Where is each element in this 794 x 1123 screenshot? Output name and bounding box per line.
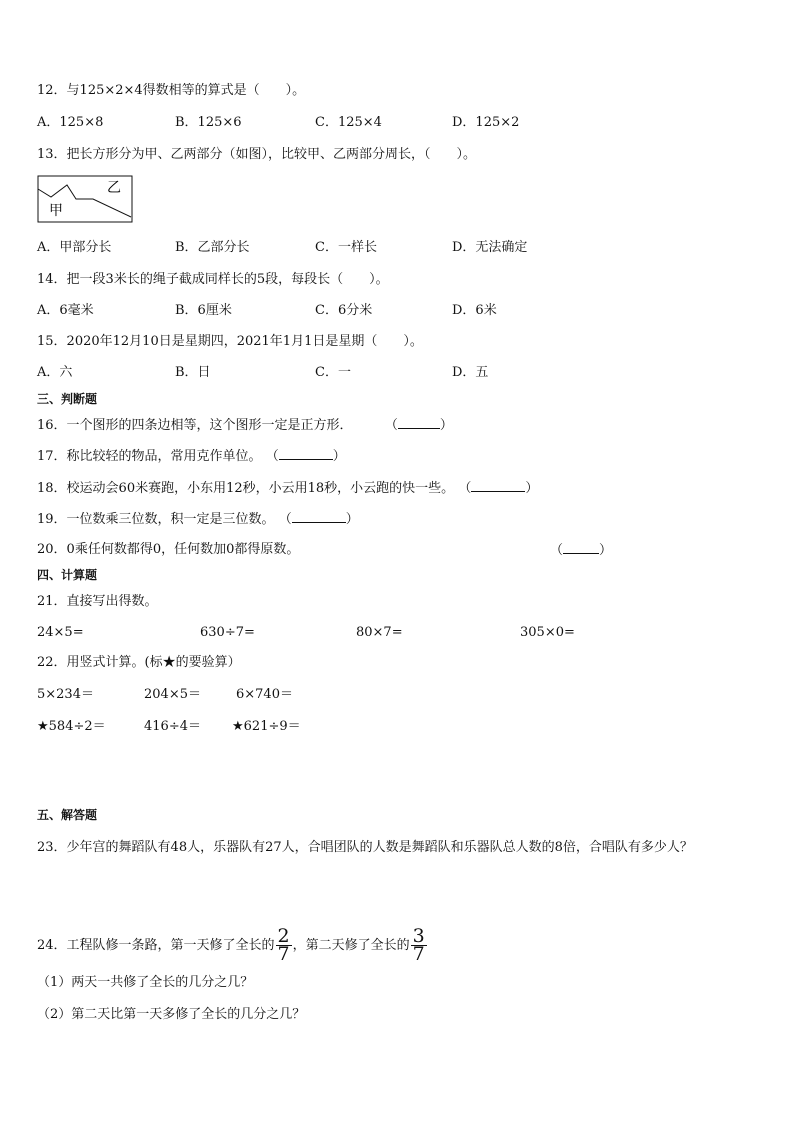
- fraction-three-sevenths: [411, 925, 427, 965]
- section-heading-calculation: 四、计算题: [37, 568, 98, 582]
- q19-paren-close: ）: [345, 512, 359, 527]
- question-15: 15．2020年12月10日是星期四，2021年1月1日是星期（ ）。: [37, 334, 423, 349]
- q22-row1-item-2: 204×5＝: [144, 687, 201, 702]
- fraction-1-denominator: 7: [277, 943, 290, 965]
- q21-item-4: 305×0=: [520, 625, 575, 640]
- q13-option-a: A．甲部分长: [37, 240, 112, 255]
- q16-stem: 16．一个图形的四条边相等，这个图形一定是正方形．: [37, 418, 353, 433]
- q24-subquestion-1: （1）两天一共修了全长的几分之几？: [37, 975, 254, 990]
- q18-stem: 18．校运动会60米赛跑，小东用12秒，小云用18秒，小云跑的快一些。: [37, 481, 455, 496]
- q14-option-c: C．6分米: [315, 303, 373, 318]
- question-18: [37, 480, 538, 497]
- question-17: [37, 448, 346, 465]
- q14-option-b: B．6厘米: [175, 303, 232, 318]
- q22-row2-item-2: 416÷4＝: [144, 719, 201, 734]
- question-21: 21．直接写出得数。: [37, 594, 158, 609]
- figure-label-yi: 乙: [107, 180, 121, 196]
- question-19: [37, 511, 359, 528]
- q22-row2-item-3: ★621÷9＝: [232, 719, 301, 734]
- question-13: 13．把长方形分为甲、乙两部分（如图），比较甲、乙两部分周长，（ ）。: [37, 147, 477, 162]
- q16-answer-blank: [398, 417, 440, 429]
- q17-paren-close: ）: [332, 449, 346, 464]
- rectangle-figure: [37, 175, 133, 227]
- figure-label-jia: 甲: [49, 203, 63, 219]
- q12-option-a: A．125×8: [37, 115, 104, 130]
- q24-stem-part-1: 24．工程队修一条路，第一天修了全长的: [37, 938, 275, 953]
- question-24: [37, 925, 428, 965]
- q15-option-a: A．六: [37, 365, 73, 380]
- fraction-2-denominator: 7: [412, 943, 425, 965]
- q15-option-c: C．一: [315, 365, 351, 380]
- q22-row1-item-3: 6×740＝: [236, 687, 293, 702]
- q24-stem-part-2: ，第二天修了全长的: [292, 938, 410, 953]
- section-heading-word-problems: 五、解答题: [37, 808, 98, 822]
- fraction-two-sevenths: [276, 925, 292, 965]
- q24-subquestion-2: （2）第二天比第一天多修了全长的几分之几？: [37, 1007, 306, 1022]
- q17-answer-blank: [279, 448, 333, 460]
- q18-answer-blank: [471, 480, 525, 492]
- q18-paren-open: （: [458, 481, 472, 496]
- q13-option-c: C．一样长: [315, 240, 377, 255]
- q20-paren-open: （: [550, 543, 564, 558]
- question-22: 22．用竖式计算。(标★的要验算）: [37, 655, 241, 670]
- question-20: 20．0乘任何数都得0，任何数加0都得原数。: [37, 542, 300, 557]
- q19-stem: 19．一位数乘三位数，积一定是三位数。: [37, 512, 275, 527]
- q18-paren-close: ）: [525, 481, 539, 496]
- q19-answer-blank: [292, 511, 346, 523]
- question-23: 23．少年宫的舞蹈队有48人，乐器队有27人，合唱团队的人数是舞蹈队和乐器队总人数的8倍，合唱队有多少人？: [37, 840, 693, 855]
- q14-option-a: A．6毫米: [37, 303, 94, 318]
- q22-row1-item-1: 5×234＝: [37, 687, 94, 702]
- q21-item-2: 630÷7=: [200, 625, 255, 640]
- q15-option-b: B．日: [175, 365, 211, 380]
- fraction-1-numerator: 2: [277, 925, 290, 947]
- question-12: 12．与125×2×4得数相等的算式是（ ）。: [37, 83, 306, 98]
- q15-option-d: D．五: [452, 365, 489, 380]
- fraction-2-numerator: 3: [412, 925, 425, 947]
- question-14: 14．把一段3米长的绳子截成同样长的5段，每段长（ ）。: [37, 272, 389, 287]
- q16-paren-open: （: [384, 418, 398, 433]
- q21-item-1: 24×5=: [37, 625, 84, 640]
- q17-paren-open: （: [265, 449, 279, 464]
- q12-option-c: C．125×4: [315, 115, 382, 130]
- q19-paren-open: （: [278, 512, 292, 527]
- section-heading-judgement: 三、判断题: [37, 392, 98, 406]
- q13-option-d: D．无法确定: [452, 240, 528, 255]
- q22-row2-item-1: ★584÷2＝: [37, 719, 106, 734]
- q20-answer-paren: [550, 542, 612, 559]
- q12-option-d: D．125×2: [452, 115, 520, 130]
- q13-option-b: B．乙部分长: [175, 240, 250, 255]
- q20-paren-close: ）: [599, 543, 613, 558]
- question-16: [37, 417, 453, 434]
- q12-option-b: B．125×6: [175, 115, 242, 130]
- q16-paren-close: ）: [439, 418, 453, 433]
- q20-answer-blank: [563, 542, 599, 554]
- q17-stem: 17．称比较轻的物品，常用克作单位。: [37, 449, 262, 464]
- q21-item-3: 80×7=: [356, 625, 403, 640]
- q14-option-d: D．6米: [452, 303, 497, 318]
